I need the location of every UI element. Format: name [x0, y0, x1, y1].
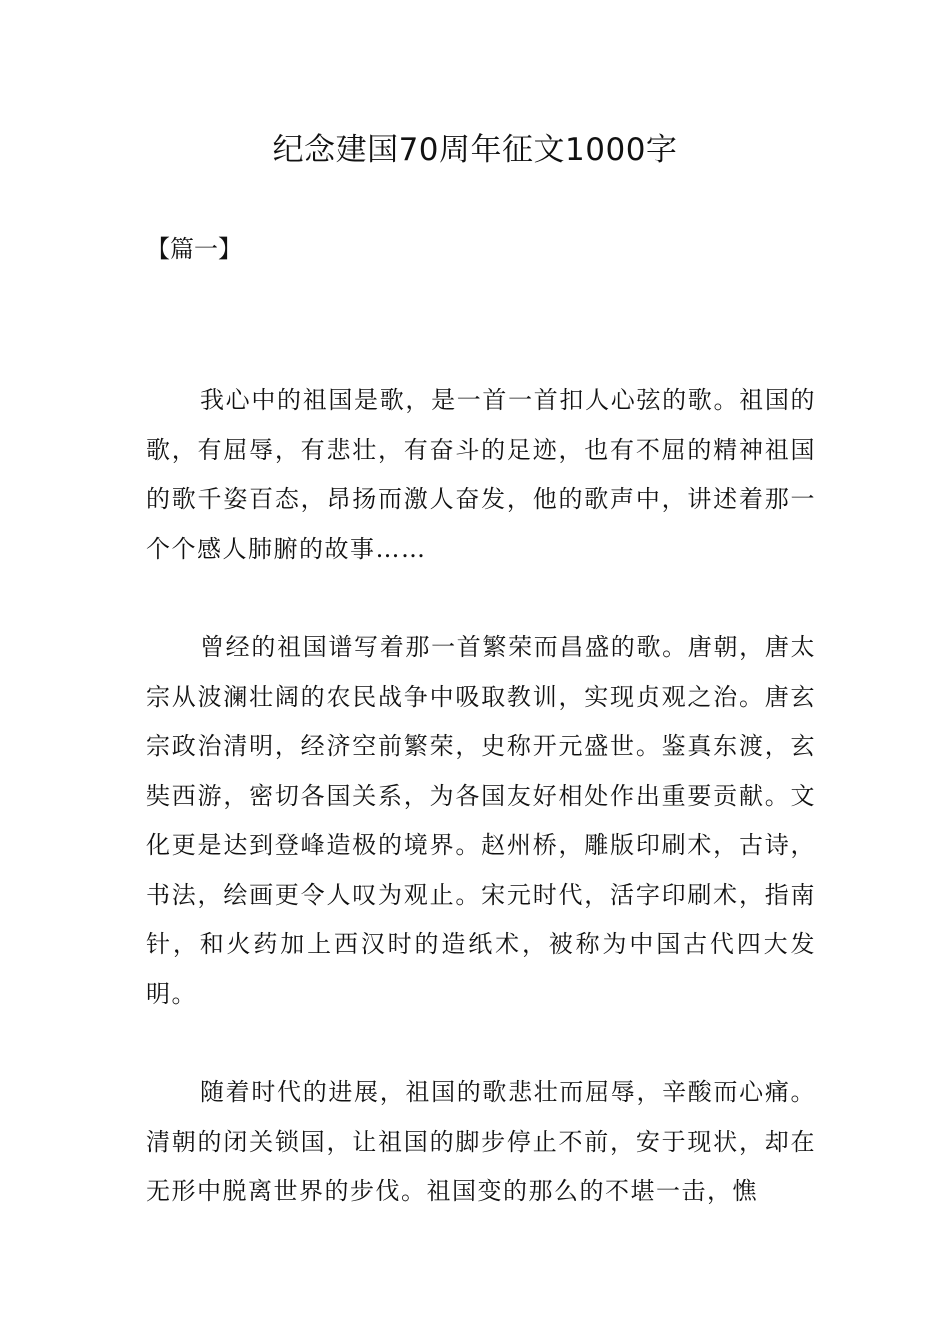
section-label: 【篇一】: [146, 235, 242, 263]
paragraph-1: 我心中的祖国是歌，是一首一首扣人心弦的歌。祖国的歌，有屈辱，有悲壮，有奋斗的足迹，也有不屈的精神祖国的歌千姿百态，昂扬而激人奋发，他的歌声中，讲述着那一个个感人肺腑的故事……: [146, 386, 816, 563]
paragraph-2: 曾经的祖国谱写着那一首繁荣而昌盛的歌。唐朝，唐太宗从波澜壮阔的农民战争中吸取教训，实现贞观之治。唐玄宗政治清明，经济空前繁荣，史称开元盛世。鉴真东渡，玄奘西游，密切各国关系，为各国友好相处作出重要贡献。文化更是达到登峰造极的境界。赵州桥，雕版印刷术，古诗，书法，绘画更令人叹为观止。宋元时代，活字印刷术，指南针，和火药加上西汉时的造纸术，被称为中国古代四大发明。: [146, 633, 816, 1008]
paragraph-3: 随着时代的进展，祖国的歌悲壮而屈辱，辛酸而心痛。清朝的闭关锁国，让祖国的脚步停止不前，安于现状，却在无形中脱离世界的步伐。祖国变的那么的不堪一击，憔: [146, 1078, 816, 1205]
document-title: 纪念建国70周年征文1000字: [272, 132, 678, 168]
